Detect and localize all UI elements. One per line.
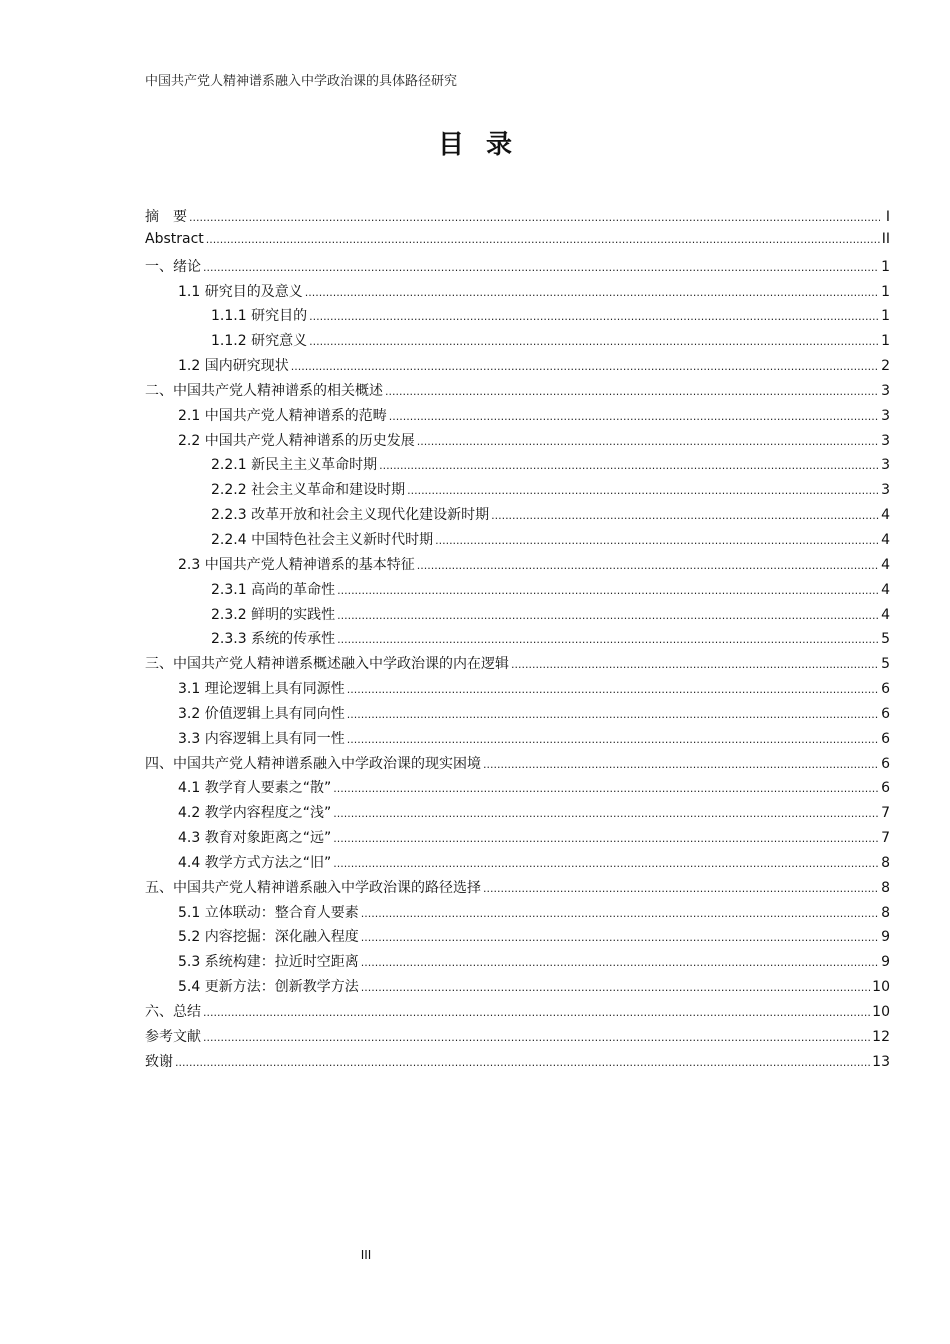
dot-leader bbox=[333, 857, 879, 870]
toc-entry-label: 五、中国共产党人精神谱系融入中学政治课的路径选择 bbox=[145, 879, 481, 896]
toc-entry-label: 1.1.1 研究目的 bbox=[211, 308, 308, 325]
dot-leader bbox=[203, 1006, 870, 1019]
toc-entry-label: 2.3.3 系统的传承性 bbox=[211, 631, 336, 648]
running-header: 中国共产党人精神谱系融入中学政治课的具体路径研究 bbox=[145, 74, 458, 89]
dot-leader bbox=[206, 233, 880, 246]
toc-entry[interactable] bbox=[145, 405, 890, 430]
toc-entry-page: 7 bbox=[881, 830, 890, 847]
dot-leader bbox=[309, 310, 879, 323]
dot-leader bbox=[483, 882, 879, 895]
toc-entry-label: 2.2.3 改革开放和社会主义现代化建设新时期 bbox=[211, 507, 490, 524]
toc-entry-label: 5.1 立体联动：整合育人要素 bbox=[178, 904, 359, 921]
dot-leader bbox=[305, 286, 879, 299]
dot-leader bbox=[435, 534, 879, 547]
dot-leader bbox=[347, 733, 879, 746]
page-title: 目录 bbox=[437, 130, 534, 160]
dot-leader bbox=[385, 385, 879, 398]
toc-entry-label: 2.2.2 社会主义革命和建设时期 bbox=[211, 482, 406, 499]
toc-entry-page: 4 bbox=[881, 507, 890, 524]
toc-entry-page: 2 bbox=[881, 358, 890, 375]
toc-entry[interactable] bbox=[145, 877, 890, 902]
toc-entry[interactable] bbox=[145, 802, 890, 827]
toc-entry[interactable] bbox=[145, 827, 890, 852]
toc-entry-page: 8 bbox=[881, 879, 890, 896]
toc-entry[interactable] bbox=[145, 753, 890, 778]
dot-leader bbox=[291, 360, 879, 373]
toc-entry[interactable] bbox=[145, 579, 890, 604]
toc-entry-label: 六、总结 bbox=[145, 1004, 201, 1020]
toc-entry-label: 4.2 教学内容程度之“浅” bbox=[178, 805, 332, 822]
toc-entry-page: II bbox=[881, 230, 890, 247]
toc-entry[interactable] bbox=[145, 206, 890, 231]
toc-entry[interactable] bbox=[145, 479, 890, 504]
dot-leader bbox=[203, 1031, 870, 1044]
toc-entry[interactable] bbox=[145, 529, 890, 554]
toc-entry-page: 4 bbox=[881, 606, 890, 623]
toc-entry[interactable] bbox=[145, 281, 890, 306]
toc-entry-label: 5.2 内容挖掘：深化融入程度 bbox=[178, 929, 359, 946]
toc-entry-label: 3.3 内容逻辑上具有同一性 bbox=[178, 730, 345, 747]
dot-leader bbox=[337, 633, 879, 646]
toc-entry-page: 3 bbox=[881, 482, 890, 499]
dot-leader bbox=[333, 782, 879, 795]
dot-leader bbox=[175, 1056, 870, 1069]
toc-entry[interactable] bbox=[145, 777, 890, 802]
toc-entry-label: 3.2 价值逻辑上具有同向性 bbox=[178, 705, 345, 722]
dot-leader bbox=[417, 559, 879, 572]
toc-entry-label: 5.4 更新方法：创新教学方法 bbox=[178, 979, 359, 996]
toc-entry-page: 3 bbox=[881, 407, 890, 424]
toc-entry[interactable] bbox=[145, 976, 890, 1001]
toc-entry-label: 摘 要 bbox=[145, 209, 187, 225]
dot-leader bbox=[379, 459, 879, 472]
toc-entry-page: 4 bbox=[881, 531, 890, 548]
dot-leader bbox=[333, 832, 879, 845]
toc-entry-page: 12 bbox=[872, 1028, 890, 1045]
toc-entry[interactable] bbox=[145, 728, 890, 753]
dot-leader bbox=[203, 261, 879, 274]
toc-entry[interactable] bbox=[145, 1026, 890, 1051]
dot-leader bbox=[417, 435, 879, 448]
toc-entry-page: 6 bbox=[881, 730, 890, 747]
toc-entry-label: 2.3.2 鲜明的实践性 bbox=[211, 606, 336, 623]
toc-entry-label: 5.3 系统构建：拉近时空距离 bbox=[178, 954, 359, 971]
dot-leader bbox=[361, 981, 870, 994]
toc-entry[interactable] bbox=[145, 330, 890, 355]
toc-entry-page: 1 bbox=[881, 258, 890, 275]
toc-entry-label: 2.3.1 高尚的革命性 bbox=[211, 581, 336, 598]
table-of-contents bbox=[145, 206, 890, 1076]
toc-entry-page: 1 bbox=[881, 333, 890, 350]
toc-entry-label: 4.1 教学育人要素之“散” bbox=[178, 780, 332, 797]
toc-entry-label: 2.2.4 中国特色社会主义新时代时期 bbox=[211, 531, 434, 548]
toc-entry-label: Abstract bbox=[145, 230, 204, 247]
toc-entry-page: 9 bbox=[881, 954, 890, 971]
toc-entry-label: 四、中国共产党人精神谱系融入中学政治课的现实困境 bbox=[145, 755, 481, 772]
dot-leader bbox=[347, 683, 879, 696]
dot-leader bbox=[361, 956, 879, 969]
toc-entry-label: 2.2.1 新民主主义革命时期 bbox=[211, 457, 378, 474]
toc-entry[interactable] bbox=[145, 951, 890, 976]
dot-leader bbox=[491, 509, 879, 522]
toc-entry-page: 6 bbox=[881, 755, 890, 772]
toc-entry[interactable] bbox=[145, 305, 890, 330]
toc-entry-label: 4.4 教学方式方法之“旧” bbox=[178, 854, 332, 871]
toc-entry-label: 致谢 bbox=[145, 1053, 173, 1070]
toc-entry-page: 3 bbox=[881, 457, 890, 474]
dot-leader bbox=[483, 758, 879, 771]
toc-entry[interactable] bbox=[145, 256, 890, 281]
toc-entry[interactable] bbox=[145, 604, 890, 629]
toc-entry[interactable] bbox=[145, 1051, 890, 1076]
toc-entry[interactable] bbox=[145, 504, 890, 529]
toc-entry-page: 10 bbox=[872, 1004, 890, 1020]
toc-entry-label: 1.2 国内研究现状 bbox=[178, 358, 289, 375]
toc-entry-label: 4.3 教育对象距离之“远” bbox=[178, 830, 332, 847]
toc-entry-page: 6 bbox=[881, 681, 890, 698]
dot-leader bbox=[189, 211, 880, 224]
toc-entry-page: 9 bbox=[881, 929, 890, 946]
toc-entry[interactable] bbox=[145, 653, 890, 678]
toc-entry-label: 3.1 理论逻辑上具有同源性 bbox=[178, 681, 345, 698]
toc-entry-page: 8 bbox=[881, 854, 890, 871]
page-number-footer: III bbox=[360, 1248, 372, 1262]
toc-entry-page: 7 bbox=[881, 805, 890, 822]
toc-entry[interactable] bbox=[145, 1001, 890, 1026]
dot-leader bbox=[309, 335, 879, 348]
toc-entry-page: 1 bbox=[881, 283, 890, 300]
toc-entry-page: 10 bbox=[872, 979, 890, 996]
dot-leader bbox=[407, 484, 879, 497]
toc-entry-label: 一、绪论 bbox=[145, 258, 201, 275]
dot-leader bbox=[337, 584, 879, 597]
toc-entry-page: 5 bbox=[881, 656, 890, 673]
toc-entry-page: 3 bbox=[881, 382, 890, 399]
toc-entry[interactable] bbox=[145, 554, 890, 579]
toc-entry[interactable] bbox=[145, 703, 890, 728]
toc-entry-page: 4 bbox=[881, 581, 890, 598]
toc-entry-page: I bbox=[885, 209, 890, 225]
dot-leader bbox=[511, 658, 879, 671]
dot-leader bbox=[333, 807, 879, 820]
toc-entry[interactable] bbox=[145, 231, 890, 256]
toc-entry-label: 1.1 研究目的及意义 bbox=[178, 283, 303, 300]
dot-leader bbox=[337, 609, 879, 622]
toc-entry[interactable] bbox=[145, 355, 890, 380]
dot-leader bbox=[361, 907, 879, 920]
toc-entry-page: 13 bbox=[872, 1053, 890, 1070]
toc-entry-label: 1.1.2 研究意义 bbox=[211, 333, 308, 350]
dot-leader bbox=[347, 708, 879, 721]
toc-entry-page: 8 bbox=[881, 904, 890, 921]
toc-entry-page: 3 bbox=[881, 432, 890, 449]
dot-leader bbox=[361, 931, 879, 944]
toc-entry[interactable] bbox=[145, 380, 890, 405]
toc-entry[interactable] bbox=[145, 628, 890, 653]
toc-entry[interactable] bbox=[145, 678, 890, 703]
dot-leader bbox=[389, 410, 879, 423]
toc-entry-page: 1 bbox=[881, 308, 890, 325]
toc-entry-page: 6 bbox=[881, 780, 890, 797]
toc-entry[interactable] bbox=[145, 454, 890, 479]
toc-entry[interactable] bbox=[145, 430, 890, 455]
toc-entry-label: 2.2 中国共产党人精神谱系的历史发展 bbox=[178, 432, 415, 449]
toc-entry[interactable] bbox=[145, 902, 890, 927]
toc-entry[interactable] bbox=[145, 926, 890, 951]
toc-entry-label: 2.1 中国共产党人精神谱系的范畴 bbox=[178, 407, 387, 424]
toc-entry[interactable] bbox=[145, 852, 890, 877]
toc-entry-label: 2.3 中国共产党人精神谱系的基本特征 bbox=[178, 556, 415, 573]
toc-entry-page: 5 bbox=[881, 631, 890, 648]
toc-entry-label: 二、中国共产党人精神谱系的相关概述 bbox=[145, 382, 383, 399]
toc-entry-label: 参考文献 bbox=[145, 1028, 201, 1045]
toc-entry-label: 三、中国共产党人精神谱系概述融入中学政治课的内在逻辑 bbox=[145, 656, 509, 673]
toc-entry-page: 6 bbox=[881, 705, 890, 722]
toc-entry-page: 4 bbox=[881, 556, 890, 573]
